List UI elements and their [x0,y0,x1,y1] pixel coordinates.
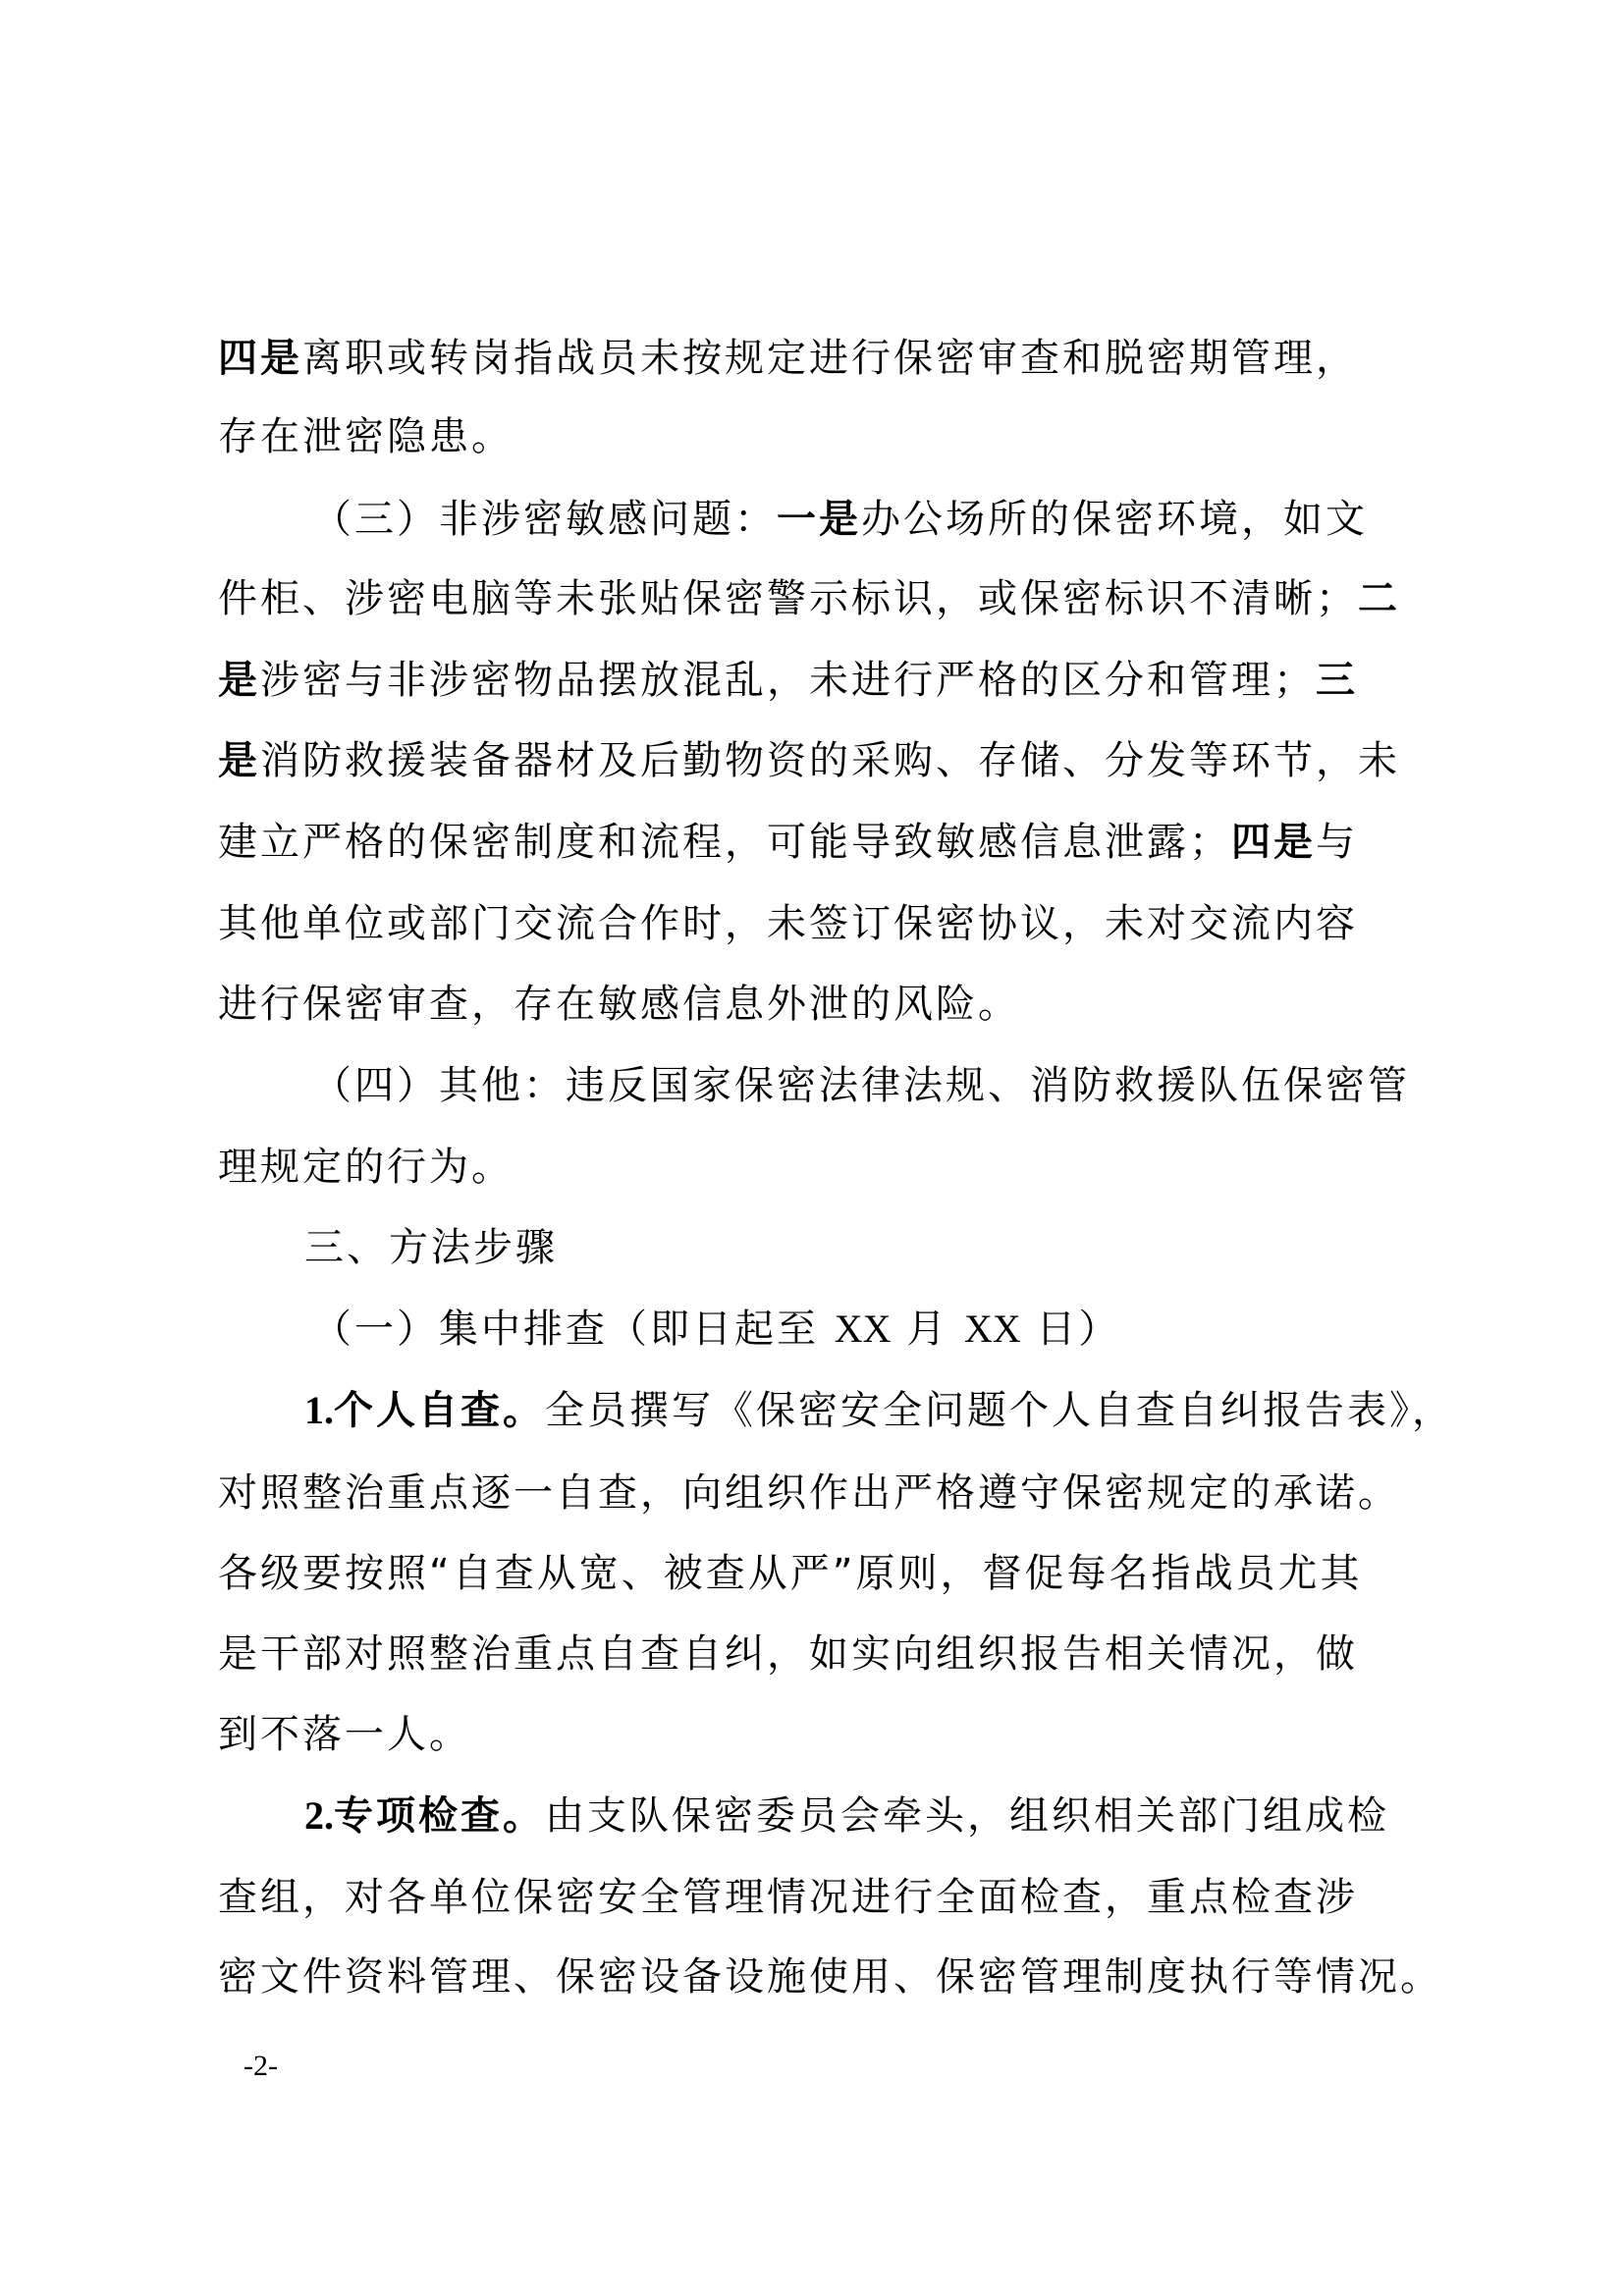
paragraph-line [218,813,1358,872]
paragraph-line [218,329,1358,388]
line-text: 离职或转岗指战员未按规定进行保密审查和脱密期管理， [302,336,1358,381]
paragraph-line [218,1868,1358,1927]
page-number: -2- [243,2050,278,2082]
line-text: 查组，对各单位保密安全管理情况进行全面检查，重点检查涉 [218,1875,1358,1920]
line-text: 全员撰写《保密安全问题个人自查自纠报告表》， [545,1388,1454,1433]
paragraph-line [304,1787,1389,1845]
bold-lead: 三 [1316,658,1358,703]
paragraph-line [312,1056,1410,1115]
paragraph-line [218,731,1400,790]
paragraph-line [218,569,1400,628]
bold-lead: 是 [218,658,260,703]
paragraph-line [218,1625,1358,1683]
paragraph-line [218,1705,471,1764]
line-text: 密文件资料管理、保密设备设施使用、保密管理制度执行等情况。 [218,1954,1442,2000]
paragraph-line [218,975,1020,1034]
paragraph-line [218,1544,1362,1603]
paragraph-line [218,1464,1400,1522]
line-text: 理规定的行为。 [218,1145,514,1190]
line-text: 各级要按照“自查从宽、被查从严”原则，督促每名指战员尤其 [218,1551,1363,1596]
line-text: 与 [1316,820,1358,865]
line-text: 由支队保密委员会牵头，组织相关部门组成检 [545,1793,1389,1839]
line-text: 建立严格的保密制度和流程，可能导致敏感信息泄露； [218,820,1231,865]
line-text: 是干部对照整治重点自查自纠，如实向组织报告相关情况，做 [218,1631,1358,1677]
line-text: 存在泄密隐患。 [218,414,514,459]
paragraph-line [218,1138,514,1197]
bold-lead: 个人自查。 [334,1388,545,1433]
paragraph-line [304,1381,1454,1440]
bold-lead: 四是 [1231,820,1316,865]
bold-lead: 专项检查。 [334,1793,545,1839]
item-number: 2. [304,1793,334,1838]
line-text: 到不落一人。 [218,1712,471,1757]
line-text: 对照整治重点逐一自查，向组织作出严格遵守保密规定的承诺。 [218,1470,1400,1516]
bold-lead: 是 [218,738,260,783]
paragraph-line [312,490,1368,549]
heading-text: 日） [1020,1307,1121,1352]
paragraph-line [218,407,514,466]
bold-lead: 二 [1358,576,1400,621]
heading-text: （一）集中排查（即日起至 [312,1307,835,1352]
item-number: 1. [304,1388,334,1432]
line-text: 涉密与非涉密物品摆放混乱，未进行严格的区分和管理； [260,658,1316,703]
section-heading [304,1218,558,1277]
line-text: 办公场所的保密环境，如文 [861,497,1368,542]
subsection-heading [312,1300,1120,1359]
paragraph-line [218,651,1358,710]
placeholder-month: XX [834,1307,892,1351]
section-heading: （三）非涉密敏感问题： [312,497,777,542]
placeholder-day: XX [963,1307,1021,1351]
line-text: 其他单位或部门交流合作时，未签订保密协议，未对交流内容 [218,901,1358,946]
bold-lead: 四是 [218,336,302,381]
paragraph-line [218,1948,1442,2006]
section-heading: （四）其他：违反国家保密法律法规、消防救援队伍保密管 [312,1063,1410,1108]
line-text: 件柜、涉密电脑等未张贴保密警示标识，或保密标识不清晰； [218,576,1358,621]
line-text: 进行保密审查，存在敏感信息外泄的风险。 [218,982,1020,1027]
heading-text: 三、方法步骤 [304,1225,558,1270]
paragraph-line [218,894,1358,953]
heading-text: 月 [891,1307,964,1352]
line-text: 消防救援装备器材及后勤物资的采购、存储、分发等环节，未 [260,738,1400,783]
bold-lead: 一是 [777,497,861,542]
